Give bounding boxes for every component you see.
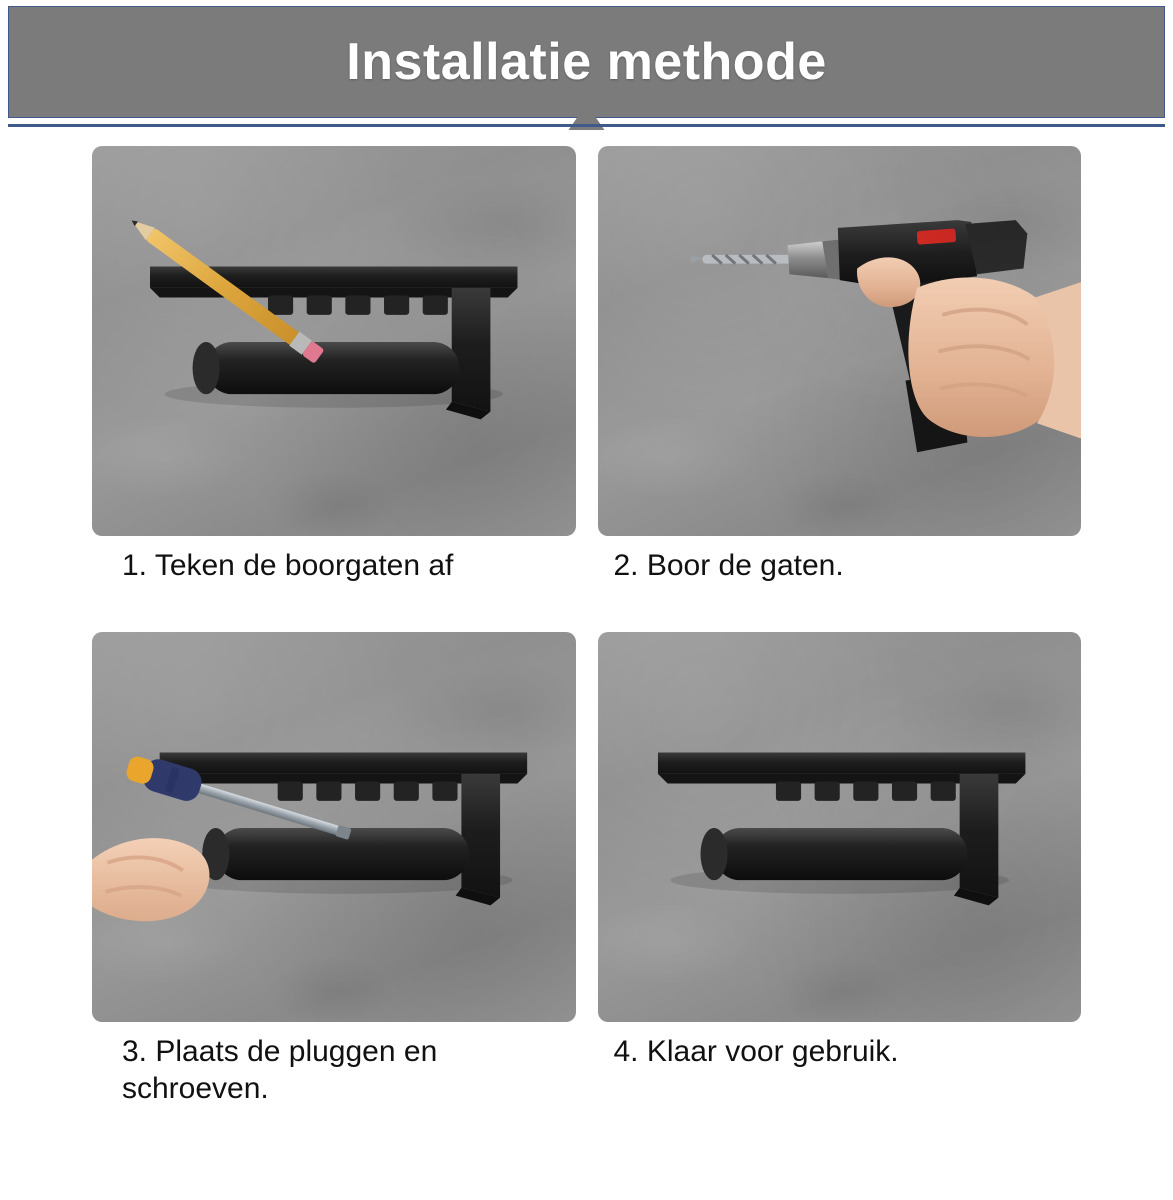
step-1-caption: 1. Teken de boorgaten af (122, 549, 454, 582)
photo-insert-plugs-screws (92, 632, 576, 1022)
steps-grid (0, 146, 1173, 1110)
illustration-holder-mounted (598, 632, 1082, 1022)
step-1 (92, 146, 576, 624)
header-divider (8, 124, 1165, 127)
header (0, 0, 1173, 130)
step-2 (598, 146, 1082, 624)
photo-mark-drill-holes (92, 146, 576, 536)
illustration-holder-with-screwdriver (92, 632, 576, 1022)
illustration-holder-with-pencil (92, 146, 576, 536)
page-title: Installatie methode (346, 33, 827, 91)
step-2-caption: 2. Boor de gaten. (613, 549, 844, 582)
photo-ready-for-use (598, 632, 1082, 1022)
step-3 (92, 632, 576, 1110)
step-4-caption: 4. Klaar voor gebruik. (613, 1035, 899, 1068)
header-banner (8, 6, 1165, 118)
photo-drill-holes (598, 146, 1082, 536)
step-4 (598, 632, 1082, 1110)
illustration-hand-with-drill (598, 146, 1082, 536)
step-3-caption: 3. Plaats de pluggen en schroeven. (122, 1035, 438, 1105)
